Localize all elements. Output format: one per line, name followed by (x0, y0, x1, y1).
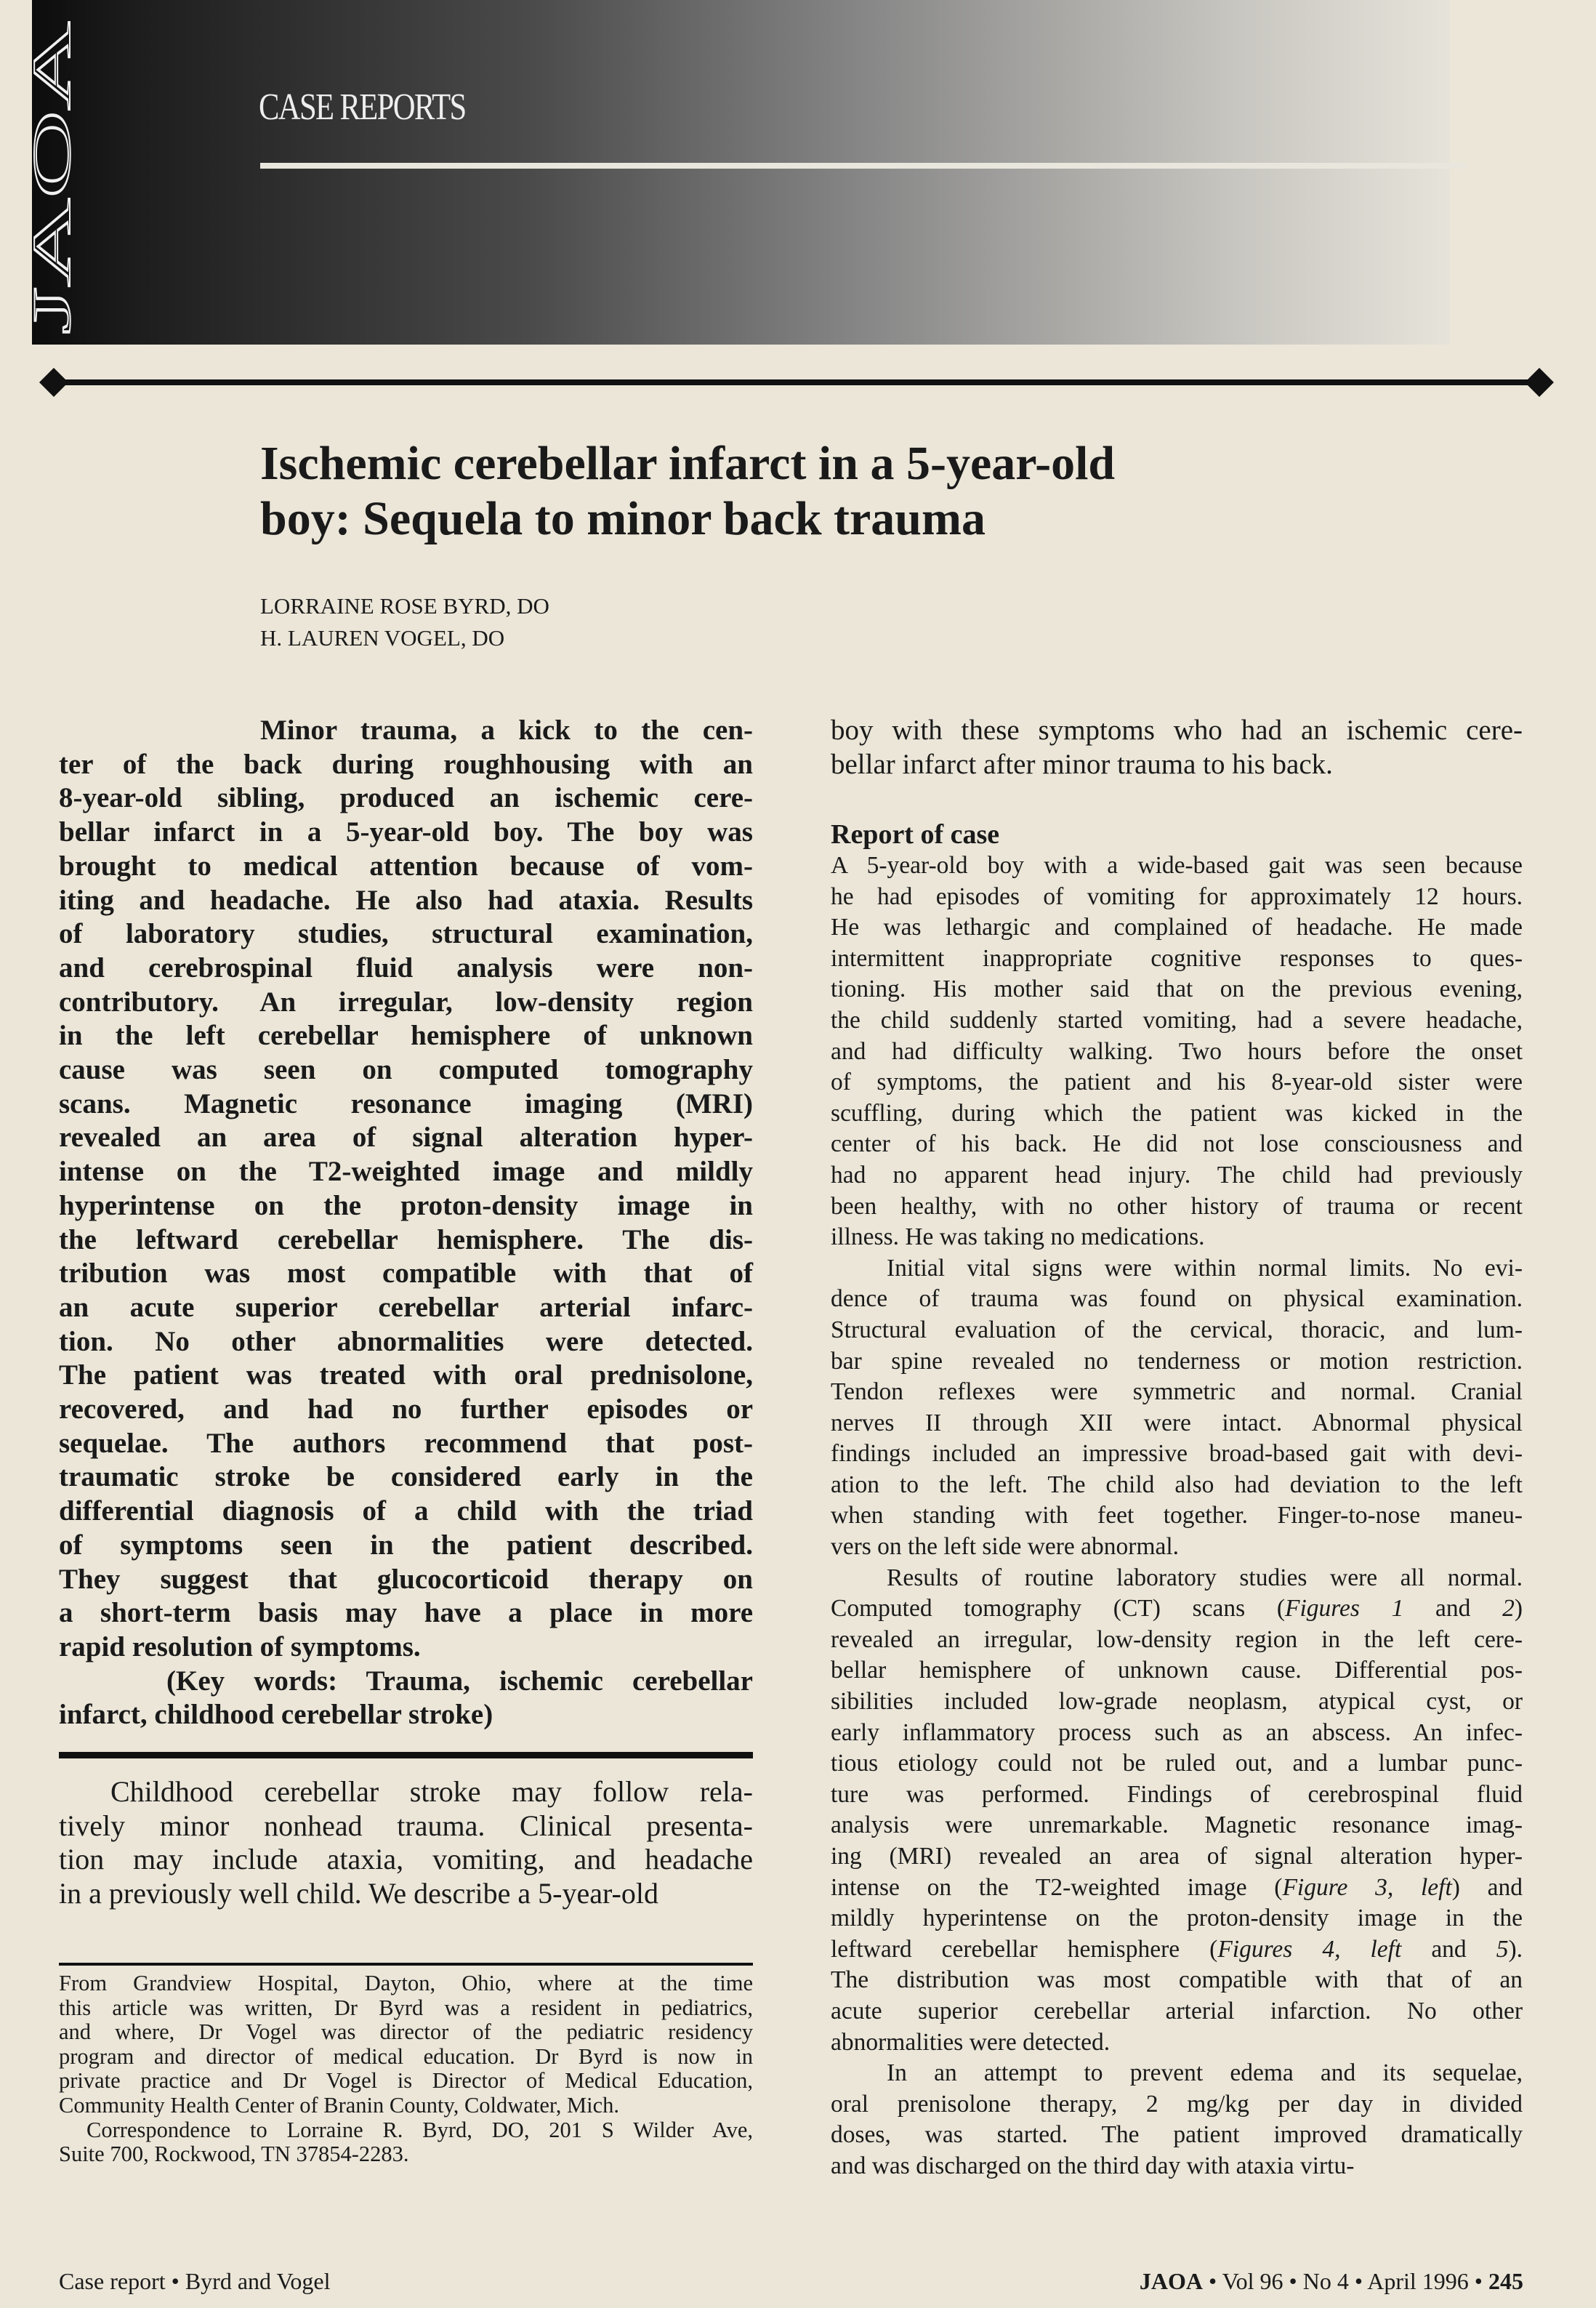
figure-reference: Figures 4, left (1217, 1935, 1402, 1963)
text-line: cause was seen on computed tomography (59, 1054, 753, 1086)
text-line: vers on the left side were abnormal. (831, 1533, 1180, 1561)
text-line: a short-term basis may have a place in more (59, 1597, 753, 1629)
text-line: doses, was started. The patient improved dramatically (831, 2121, 1523, 2149)
text-line: sequelae. The authors recommend that post- (59, 1427, 753, 1459)
text-segment: ) (1514, 1595, 1523, 1623)
text-line: Structural evaluation of the cervical, thoracic, and lum- (831, 1316, 1523, 1343)
text-line: intermittent inappropriate cognitive responses to ques- (831, 944, 1523, 972)
text-segment: leftward cerebellar hemisphere ( (831, 1935, 1218, 1963)
paragraph (831, 714, 1523, 781)
page-number: 245 (1488, 2268, 1523, 2294)
text-line: in a previously well child. We describe a 5-year-old (59, 1876, 658, 1910)
figure-reference: Figures 1 (1284, 1595, 1404, 1623)
text-line: scans. Magnetic resonance imaging (MRI) (59, 1087, 753, 1119)
text-line: had no apparent head injury. The child had previously (831, 1161, 1523, 1189)
text-line: bellar infarct after minor trauma to his back. (831, 748, 1333, 780)
text-segment: ). (1508, 1935, 1523, 1963)
text-line: They suggest that glucocorticoid therapy on (59, 1563, 753, 1595)
text-line: He was lethargic and complained of headache. He made (831, 914, 1523, 941)
text-line: tioning. His mother said that on the previous evening, (831, 976, 1523, 1003)
text-line: Correspondence to Lorraine R. Byrd, DO, 201 S Wilder Ave, (86, 2117, 753, 2142)
journal-name: JAOA (1139, 2268, 1203, 2294)
text-line (831, 1873, 1523, 1904)
text-line: contributory. An irregular, low-density region (59, 986, 753, 1018)
text-line: findings included an impressive broad-based gait with devi- (831, 1440, 1523, 1468)
text-line: tious etiology could not be ruled out, and a lumbar punc- (831, 1750, 1523, 1777)
text-line: ture was performed. Findings of cerebrospinal fluid (831, 1780, 1523, 1808)
paragraph (59, 1971, 753, 2118)
author: LORRAINE ROSE BYRD, DO (260, 593, 549, 619)
text-line: of laboratory studies, structural examination, (59, 918, 753, 950)
text-line: ter of the back during roughhousing with an (59, 748, 753, 780)
abstract-divider (59, 1752, 753, 1758)
text-line: an acute superior cerebellar arterial infarc- (59, 1291, 753, 1323)
diamond-icon (1525, 368, 1554, 397)
text-line: boy with these symptoms who had an ischemic cere- (831, 715, 1523, 746)
text-segment: and (1403, 1595, 1503, 1623)
text-line: the child suddenly started vomiting, had a severe headache, (831, 1006, 1523, 1034)
text-line: Suite 700, Rockwood, TN 37854-2283. (59, 2142, 409, 2167)
article-title (260, 436, 1115, 547)
text-line: this article was written, Dr Byrd was a resident in pediatrics, (59, 1995, 753, 2020)
paragraph (831, 2058, 1523, 2182)
text-line: of symptoms, the patient and his 8-year-old sister were (831, 1069, 1523, 1096)
introduction-continued (831, 714, 1523, 781)
text-line: ation to the left. The child also had deviation to the left (831, 1471, 1523, 1498)
text-line: acute superior cerebellar arterial infarction. No other (831, 1997, 1523, 2024)
text-line: scuffling, during which the patient was kicked in the (831, 1099, 1523, 1127)
affiliation-footnote (59, 1971, 753, 2167)
abstract (59, 714, 753, 1732)
author: H. LAUREN VOGEL, DO (260, 625, 505, 651)
diamond-rule (51, 379, 1541, 385)
text-line: revealed an area of signal alteration hyper- (59, 1122, 753, 1154)
text-line: bellar infarct in a 5-year-old boy. The boy was (59, 816, 753, 848)
text-line: oral prenisolone therapy, 2 mg/kg per day in divided (831, 2090, 1523, 2118)
running-footer: Case report • Byrd and Vogel (59, 2268, 331, 2294)
introduction (59, 1775, 753, 1910)
text-line: Tendon reflexes were symmetric and normal. Cranial (831, 1378, 1523, 1406)
section-label: CASE REPORTS (259, 87, 466, 128)
text-line: (Key words: Trauma, ischemic cerebellar (166, 1665, 753, 1697)
text-line: bellar hemisphere of unknown cause. Differential pos- (831, 1657, 1523, 1684)
text-line: been healthy, with no other history of trauma or recent (831, 1192, 1523, 1220)
paragraph (831, 1563, 1523, 2059)
text-line: The patient was treated with oral prednisolone, (59, 1359, 753, 1391)
text-line: A 5-year-old boy with a wide-based gait was seen because (831, 852, 1523, 879)
text-line: revealed an irregular, low-density region in the left cere- (831, 1625, 1523, 1653)
journal-citation (1140, 2268, 1523, 2295)
figure-reference: 5 (1496, 1935, 1509, 1963)
svg-text:JAOA: JAOA (23, 196, 82, 334)
issue-info: • Vol 96 • No 4 • April 1996 • (1203, 2268, 1488, 2294)
text-line: analysis were unremarkable. Magnetic resonance imag- (831, 1812, 1523, 1839)
text-line (831, 1593, 1523, 1625)
text-line: Results of routine laboratory studies were all normal. (887, 1564, 1523, 1591)
text-line: hyperintense on the proton-density image in (59, 1189, 753, 1221)
text-line: Community Health Center of Branin County, Coldwater, Mich. (59, 2092, 620, 2118)
text-line: infarct, childhood cerebellar stroke) (59, 1699, 493, 1731)
text-line: early inflammatory process such as an abscess. An infec- (831, 1718, 1523, 1746)
figure-reference: 2 (1502, 1595, 1515, 1623)
paragraph (831, 1253, 1523, 1563)
paragraph (59, 2118, 753, 2167)
paragraph (59, 714, 753, 1665)
text-line: Childhood cerebellar stroke may follow rela- (110, 1775, 753, 1808)
footnote-divider (59, 1963, 753, 1966)
header-band (32, 0, 1449, 345)
text-line: bar spine revealed no tenderness or motion restriction. (831, 1347, 1523, 1375)
text-segment: intense on the T2-weighted image ( (831, 1873, 1283, 1901)
text-line: Initial vital signs were within normal limits. No evi- (887, 1254, 1523, 1282)
text-line: iting and headache. He also had ataxia. Results (59, 884, 753, 916)
section-heading: Report of case (831, 819, 1000, 850)
text-line: rapid resolution of symptoms. (59, 1631, 421, 1662)
text-line: recovered, and had no further episodes or (59, 1394, 753, 1426)
text-line: of symptoms seen in the patient described. (59, 1529, 753, 1561)
authors (260, 590, 549, 654)
text-line: In an attempt to prevent edema and its sequelae, (887, 2059, 1523, 2087)
text-line: he had episodes of vomiting for approximately 12 hours. (831, 882, 1523, 910)
text-line: the leftward cerebellar hemisphere. The dis- (59, 1223, 753, 1255)
header-divider (260, 163, 1467, 169)
text-line (831, 1934, 1523, 1966)
text-line: tribution was most compatible with that of (59, 1258, 753, 1290)
text-line: and was discharged on the third day with ataxia virtu- (831, 2152, 1355, 2179)
text-line: sibilities included low-grade neoplasm, atypical cyst, or (831, 1688, 1523, 1716)
text-line: ing (MRI) revealed an area of signal alteration hyper- (831, 1843, 1523, 1870)
paragraph (59, 1665, 753, 1732)
text-line: From Grandview Hospital, Dayton, Ohio, where at the time (59, 1971, 753, 1995)
text-line: Minor trauma, a kick to the cen- (260, 715, 753, 746)
text-line: when standing with feet together. Finger-to-nose maneu- (831, 1502, 1523, 1529)
text-line: illness. He was taking no medications. (831, 1223, 1205, 1251)
report-of-case (831, 851, 1523, 2182)
text-line: traumatic stroke be considered early in the (59, 1461, 753, 1493)
text-line: tion may include ataxia, vomiting, and headache (59, 1843, 753, 1876)
text-line: private practice and Dr Vogel is Director of Medical Education, (59, 2068, 753, 2094)
text-line: tively minor nonhead trauma. Clinical presenta- (59, 1809, 753, 1842)
text-line: program and director of medical education. Dr Byrd is now in (59, 2043, 753, 2069)
text-line: and where, Dr Vogel was director of the pediatric residency (59, 2019, 753, 2045)
text-line: center of his back. He did not lose consciousness and (831, 1130, 1523, 1158)
text-line: in the left cerebellar hemisphere of unknown (59, 1020, 753, 1052)
text-segment: ) and (1451, 1873, 1523, 1901)
text-line: nerves II through XII were intact. Abnormal physical (831, 1409, 1523, 1436)
text-line: abnormalities were detected. (831, 2028, 1111, 2056)
paragraph (59, 1775, 753, 1910)
text-segment: Computed tomography (CT) scans ( (831, 1595, 1285, 1623)
text-line: and cerebrospinal fluid analysis were non- (59, 952, 753, 984)
text-line: 8-year-old sibling, produced an ischemic cere- (59, 782, 753, 814)
title-line: Ischemic cerebellar infarct in a 5-year-old (260, 437, 1116, 490)
text-segment: and (1401, 1935, 1496, 1963)
diamond-icon (39, 368, 68, 397)
text-line: and had difficulty walking. Two hours before the onset (831, 1037, 1523, 1065)
paragraph (831, 851, 1523, 1253)
text-line: brought to medical attention because of vom- (59, 850, 753, 882)
text-line: The distribution was most compatible with that of an (831, 1966, 1523, 1994)
text-line: differential diagnosis of a child with the triad (59, 1495, 753, 1527)
text-line: dence of trauma was found on physical examination. (831, 1285, 1523, 1313)
figure-reference: Figure 3, left (1282, 1873, 1452, 1901)
jaoa-logo (23, 15, 82, 342)
title-line: boy: Sequela to minor back trauma (260, 492, 986, 545)
text-line: intense on the T2-weighted image and mildly (59, 1156, 753, 1188)
text-line: mildly hyperintense on the proton-density image in the (831, 1905, 1523, 1932)
text-line: tion. No other abnormalities were detected. (59, 1325, 753, 1357)
